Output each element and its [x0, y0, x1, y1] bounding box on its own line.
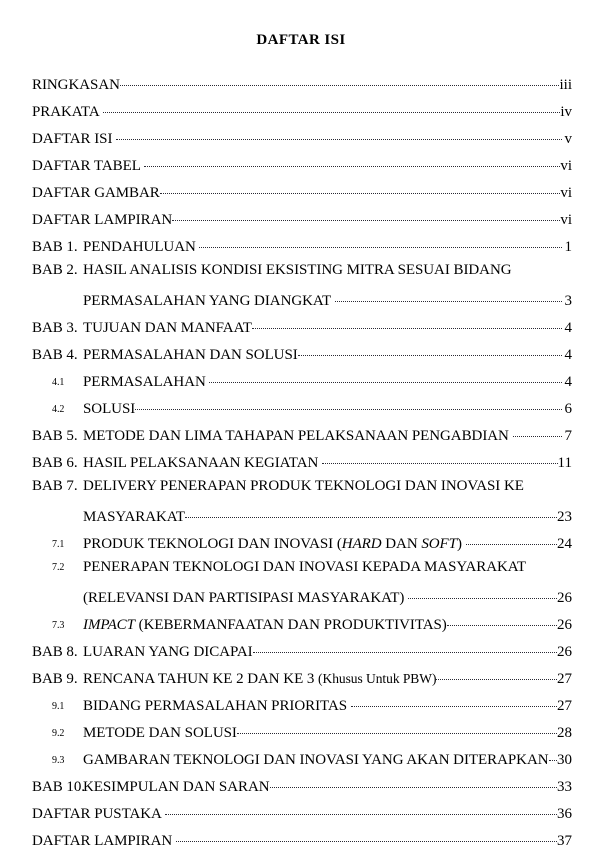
- toc-entry[interactable]: [0, 424, 602, 451]
- toc-section-number: 9.3: [52, 755, 65, 766]
- toc-page-number: iv: [560, 104, 572, 120]
- toc-entry-label: PRAKATA: [32, 104, 103, 120]
- toc-dot-leader: [408, 586, 557, 602]
- toc-entry-label: IMPACT (KEBERMANFAATAN DAN PRODUKTIVITAS): [83, 617, 447, 633]
- toc-chapter-number: BAB 1.: [32, 239, 78, 255]
- toc-page-number: vi: [560, 185, 572, 201]
- toc-entry-label: GAMBARAN TEKNOLOGI DAN INOVASI YANG AKAN DITERAPKAN: [83, 752, 549, 768]
- toc-dot-leader: [252, 316, 562, 332]
- toc-section-number: 7.3: [52, 620, 65, 631]
- toc-entry-line: [0, 181, 602, 208]
- toc-entry-line: [0, 748, 602, 775]
- toc-entry-line: [0, 262, 602, 289]
- toc-entry[interactable]: [0, 316, 602, 343]
- toc-entry-line: [0, 343, 602, 370]
- toc-dot-leader: [436, 667, 557, 683]
- toc-page-number: 37: [557, 833, 572, 849]
- toc-chapter-number: BAB 4.: [32, 347, 78, 363]
- toc-page-number: 36: [557, 806, 572, 822]
- toc-dot-leader: [447, 613, 557, 629]
- toc-section-number: 4.2: [52, 404, 65, 415]
- toc-entry-label: (RELEVANSI DAN PARTISIPASI MASYARAKAT): [83, 590, 408, 606]
- toc-dot-leader: [160, 181, 561, 197]
- toc-entry-label: PERMASALAHAN YANG DIANGKAT: [83, 293, 335, 309]
- toc-page-number: 4: [564, 347, 572, 363]
- toc-chapter-number: BAB 5.: [32, 428, 78, 444]
- table-of-contents: [0, 48, 602, 856]
- toc-entry[interactable]: [0, 181, 602, 208]
- toc-entry[interactable]: [0, 694, 602, 721]
- toc-section-number: 9.1: [52, 701, 65, 712]
- toc-dot-leader: [513, 424, 562, 440]
- toc-entry-line: [0, 775, 602, 802]
- toc-dot-leader: [199, 235, 562, 251]
- toc-dot-leader: [135, 397, 562, 413]
- toc-page-number: 6: [564, 401, 572, 417]
- toc-page-number: 4: [564, 374, 572, 390]
- toc-entry-line: [0, 802, 602, 829]
- toc-entry-label: SOLUSI: [83, 401, 136, 417]
- toc-dot-leader: [209, 370, 562, 386]
- toc-page-number: 27: [557, 698, 572, 714]
- toc-entry[interactable]: [0, 208, 602, 235]
- toc-dot-leader: [144, 154, 560, 170]
- toc-entry-label: PRODUK TEKNOLOGI DAN INOVASI (HARD DAN SOFT): [83, 536, 466, 552]
- toc-entry-label: DAFTAR LAMPIRAN: [32, 212, 173, 228]
- toc-entry-line: [0, 667, 602, 694]
- toc-chapter-number: BAB 7.: [32, 478, 78, 494]
- toc-page-number: vi: [560, 212, 572, 228]
- toc-page-number: 3: [564, 293, 572, 309]
- toc-dot-leader: [253, 640, 557, 656]
- toc-page-number: 26: [557, 644, 572, 660]
- toc-chapter-number: BAB 3.: [32, 320, 78, 336]
- toc-entry-label: DELIVERY PENERAPAN PRODUK TEKNOLOGI DAN INOVASI KE: [83, 478, 524, 494]
- toc-entry-line: [0, 829, 602, 856]
- toc-page-number: 24: [557, 536, 572, 552]
- toc-dot-leader: [351, 694, 557, 710]
- toc-entry-label: PERMASALAHAN: [83, 374, 210, 390]
- toc-entry[interactable]: [0, 235, 602, 262]
- toc-entry-label: RINGKASAN: [32, 77, 120, 93]
- toc-dot-leader: [176, 829, 557, 845]
- toc-entry-label: PERMASALAHAN DAN SOLUSI: [83, 347, 298, 363]
- toc-chapter-number: BAB 9.: [32, 671, 78, 687]
- toc-entry-label: DAFTAR TABEL: [32, 158, 144, 174]
- toc-entry-continuation: [0, 586, 602, 613]
- toc-entry-label: DAFTAR LAMPIRAN: [32, 833, 176, 849]
- toc-entry-label: PENERAPAN TEKNOLOGI DAN INOVASI KEPADA MASYARAKAT: [83, 559, 527, 575]
- toc-entry-label: HASIL ANALISIS KONDISI EKSISTING MITRA SESUAI BIDANG: [83, 262, 512, 278]
- toc-entry[interactable]: [0, 127, 602, 154]
- toc-entry-line: [0, 451, 602, 478]
- toc-page-number: 33: [557, 779, 572, 795]
- toc-entry-label: METODE DAN LIMA TAHAPAN PELAKSANAAN PENGABDIAN: [83, 428, 513, 444]
- toc-entry-label: LUARAN YANG DICAPAI: [83, 644, 253, 660]
- toc-entry-label: HASIL PELAKSANAAN KEGIATAN: [83, 455, 322, 471]
- toc-page-number: 26: [557, 617, 572, 633]
- toc-chapter-number: BAB 8.: [32, 644, 78, 660]
- toc-entry[interactable]: [0, 73, 602, 100]
- toc-entry[interactable]: [0, 154, 602, 181]
- toc-entry[interactable]: [0, 775, 602, 802]
- toc-chapter-number: BAB 10.: [32, 779, 85, 795]
- toc-page-number: 27: [557, 671, 572, 687]
- toc-entry-line: [0, 721, 602, 748]
- toc-entry[interactable]: [0, 721, 602, 748]
- toc-entry[interactable]: [0, 451, 602, 478]
- toc-entry[interactable]: [0, 262, 602, 316]
- toc-entry-continuation: [0, 505, 602, 532]
- toc-entry-line: [0, 370, 602, 397]
- toc-section-number: 9.2: [52, 728, 65, 739]
- toc-chapter-number: BAB 6.: [32, 455, 78, 471]
- toc-entry-label: DAFTAR ISI: [32, 131, 117, 147]
- toc-dot-leader: [466, 532, 557, 548]
- toc-entry-line: [0, 73, 602, 100]
- toc-entry-label: BIDANG PERMASALAHAN PRIORITAS: [83, 698, 351, 714]
- toc-entry-label: TUJUAN DAN MANFAAT: [83, 320, 252, 336]
- toc-page-number: 26: [557, 590, 572, 606]
- toc-dot-leader: [270, 775, 557, 791]
- toc-entry-label: METODE DAN SOLUSI: [83, 725, 237, 741]
- toc-dot-leader: [298, 343, 562, 359]
- toc-entry[interactable]: [0, 559, 602, 613]
- toc-entry[interactable]: [0, 370, 602, 397]
- toc-dot-leader: [120, 73, 560, 89]
- toc-entry[interactable]: [0, 100, 602, 127]
- toc-page-number: 11: [557, 455, 572, 471]
- toc-page-number: 28: [557, 725, 572, 741]
- toc-entry-label: RENCANA TAHUN KE 2 DAN KE 3 (Khusus Untuk PBW): [83, 671, 437, 687]
- toc-entry-label: MASYARAKAT: [83, 509, 186, 525]
- toc-entry-line: [0, 127, 602, 154]
- toc-entry-label: DAFTAR PUSTAKA: [32, 806, 165, 822]
- toc-entry-line: [0, 559, 602, 586]
- toc-entry[interactable]: [0, 802, 602, 829]
- page-title: DAFTAR ISI: [256, 32, 346, 48]
- toc-dot-leader: [172, 208, 560, 224]
- toc-page-number: iii: [559, 77, 572, 93]
- toc-entry[interactable]: [0, 667, 602, 694]
- toc-dot-leader: [116, 127, 562, 143]
- toc-entry-line: [0, 613, 602, 640]
- toc-entry[interactable]: [0, 640, 602, 667]
- toc-dot-leader: [549, 748, 557, 764]
- toc-entry-label: KESIMPULAN DAN SARAN: [83, 779, 270, 795]
- toc-chapter-number: BAB 2.: [32, 262, 78, 278]
- toc-entry-continuation: [0, 289, 602, 316]
- toc-entry-line: [0, 694, 602, 721]
- toc-entry-line: [0, 154, 602, 181]
- toc-dot-leader: [185, 505, 557, 521]
- toc-entry-label: PENDAHULUAN: [83, 239, 200, 255]
- toc-page-number: 23: [557, 509, 572, 525]
- toc-entry-line: [0, 235, 602, 262]
- toc-entry-line: [0, 424, 602, 451]
- toc-section-number: 4.1: [52, 377, 65, 388]
- toc-section-number: 7.1: [52, 539, 65, 550]
- toc-dot-leader: [237, 721, 557, 737]
- toc-page-number: vi: [560, 158, 572, 174]
- toc-entry-line: [0, 532, 602, 559]
- toc-entry-label: DAFTAR GAMBAR: [32, 185, 160, 201]
- toc-entry-line: [0, 478, 602, 505]
- toc-page-number: 30: [557, 752, 572, 768]
- toc-entry[interactable]: [0, 748, 602, 775]
- toc-page-number: 7: [564, 428, 572, 444]
- toc-entry[interactable]: [0, 478, 602, 532]
- toc-page-number: 4: [564, 320, 572, 336]
- toc-entry[interactable]: [0, 613, 602, 640]
- toc-entry[interactable]: [0, 343, 602, 370]
- toc-dot-leader: [103, 100, 561, 116]
- toc-page-number: v: [564, 131, 572, 147]
- toc-page-number: 1: [564, 239, 572, 255]
- toc-dot-leader: [322, 451, 558, 467]
- toc-dot-leader: [335, 289, 562, 305]
- toc-entry-line: [0, 640, 602, 667]
- toc-entry[interactable]: [0, 532, 602, 559]
- toc-section-number: 7.2: [52, 562, 65, 573]
- toc-entry[interactable]: [0, 829, 602, 856]
- toc-entry-line: [0, 316, 602, 343]
- toc-entry[interactable]: [0, 397, 602, 424]
- toc-entry-line: [0, 100, 602, 127]
- toc-entry-line: [0, 397, 602, 424]
- toc-dot-leader: [165, 802, 557, 818]
- toc-entry-line: [0, 208, 602, 235]
